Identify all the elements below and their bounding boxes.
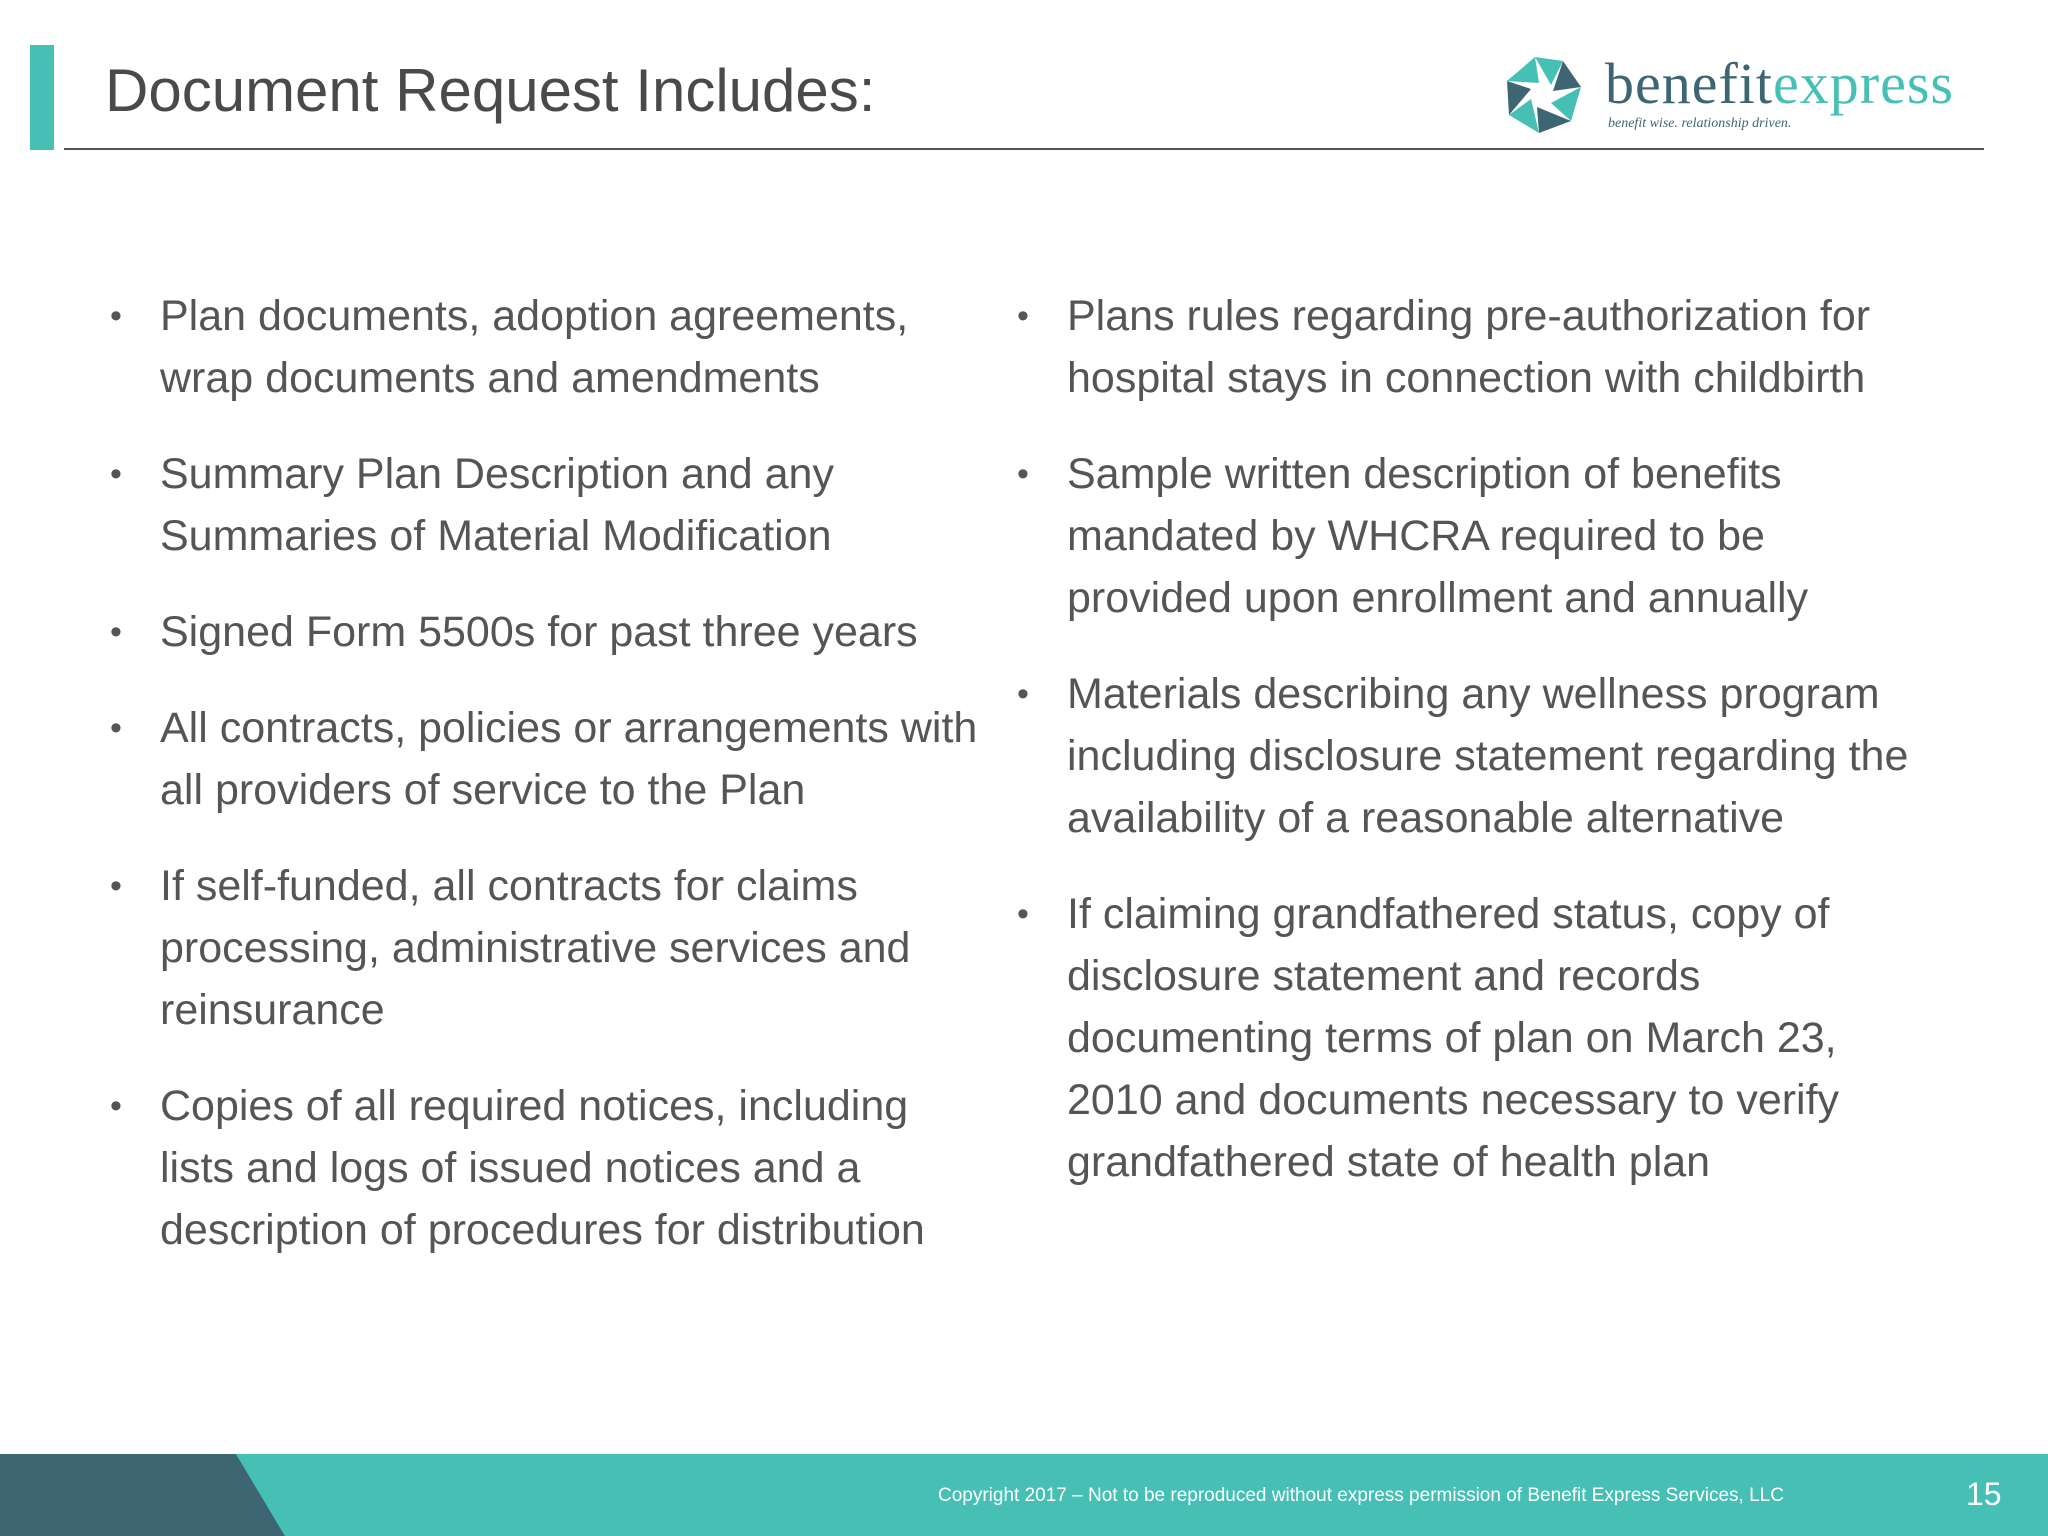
copyright-notice: Copyright 2017 – Not to be reproduced without express permission of Benefit Express Services, LLC [938,1485,1784,1506]
bullet-icon: • [1017,675,1029,713]
bullet-icon: • [110,613,122,651]
list-item-text: Summary Plan Description and any Summaries of Material Modification [160,450,834,560]
list-item-text: Signed Form 5500s for past three years [160,608,918,656]
list-item [110,443,990,567]
logo-mark-icon [1500,52,1586,138]
bullet-icon: • [110,1087,122,1125]
list-item [110,697,990,821]
list-item [110,601,990,663]
bullet-icon: • [110,867,122,905]
title-accent-bar [30,45,54,150]
bullet-icon: • [1017,455,1029,493]
bullet-icon: • [110,709,122,747]
list-item-text: Plans rules regarding pre-authorization for hospital stays in connection with childbirth [1067,292,1871,402]
list-item [1017,443,1917,629]
list-item-text: If claiming grandfathered status, copy of disclosure statement and records documenting terms of plan on March 23, 2010 and documents necessary to verify grandfathered state of health plan [1067,890,1840,1186]
logo-word-express: express [1773,51,1954,116]
list-item [110,855,990,1041]
right-bullet-list [1017,285,1917,1227]
list-item-text: All contracts, policies or arrangements with all providers of service to the Plan [160,704,978,814]
list-item-text: Copies of all required notices, including lists and logs of issued notices and a description of procedures for distribution [160,1082,925,1254]
footer-band [0,1454,2048,1536]
bullet-icon: • [1017,895,1029,933]
page-title: Document Request Includes: [105,57,876,124]
bullet-icon: • [110,455,122,493]
bullet-icon: • [1017,297,1029,335]
list-item-text: Materials describing any wellness program including disclosure statement regarding the availability of a reasonable alternative [1067,670,1909,842]
list-item-text: Sample written description of benefits mandated by WHCRA required to be provided upon enrollment and annually [1067,450,1809,622]
list-item [1017,285,1917,409]
logo-word-benefit: benefit [1605,51,1774,116]
bullet-icon: • [110,297,122,335]
list-item [110,1075,990,1261]
list-item-text: If self-funded, all contracts for claims processing, administrative services and reinsurance [160,862,911,1034]
logo-tagline: benefit wise. relationship driven. [1608,116,1792,131]
list-item [110,285,990,409]
footer-dark-shape [0,1454,285,1536]
page-number: 15 [1966,1476,2002,1512]
title-divider [64,148,1984,150]
left-bullet-list [110,285,990,1295]
list-item-text: Plan documents, adoption agreements, wrap documents and amendments [160,292,909,402]
benefitexpress-logo [1500,52,1980,147]
logo-wordmark [1605,50,1954,117]
list-item [1017,883,1917,1193]
list-item [1017,663,1917,849]
